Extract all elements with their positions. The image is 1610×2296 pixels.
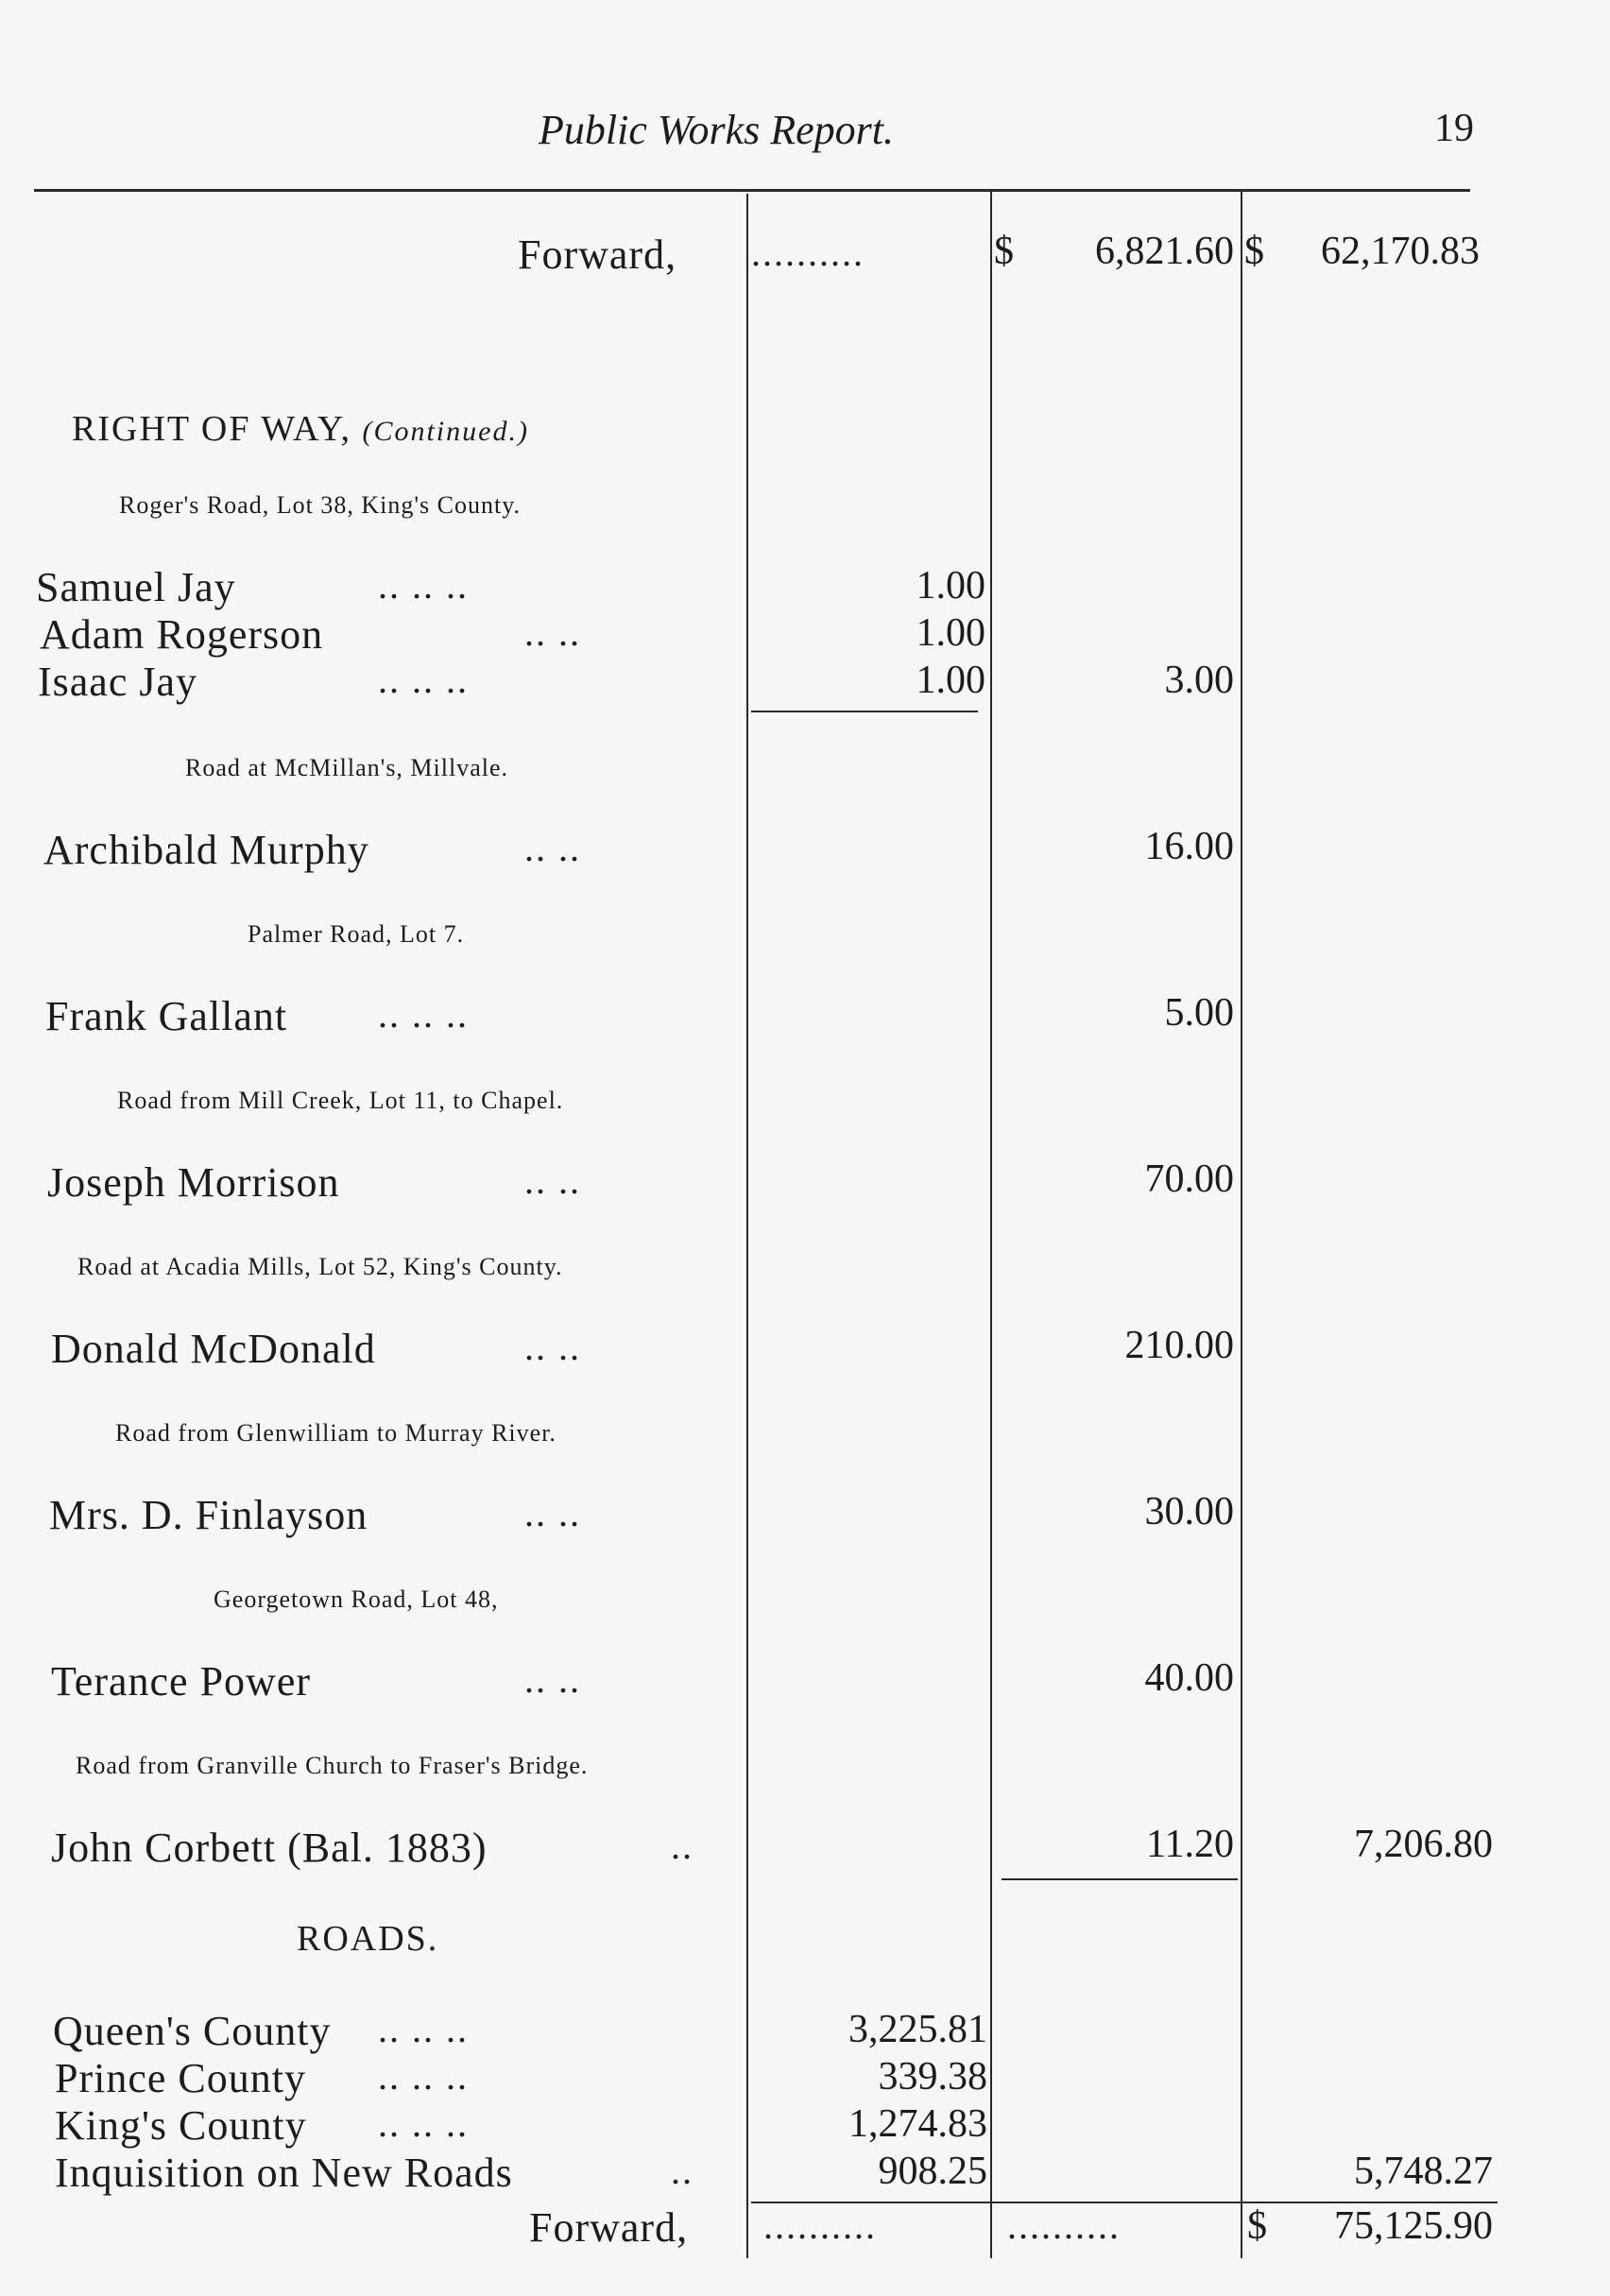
forward-amount-col3: 6,821.60	[1095, 230, 1234, 273]
entry-name: Joseph Morrison	[47, 1159, 340, 1206]
entry-name: Frank Gallant	[45, 993, 288, 1039]
subheading: Georgetown Road, Lot 48,	[214, 1585, 499, 1613]
row-name: Isaac Jay	[38, 659, 198, 705]
row-dots: .. .. ..	[378, 659, 469, 701]
forward-bottom-amount: 75,125.90	[1334, 2204, 1493, 2248]
page-header-title: Public Works Report.	[539, 107, 894, 153]
section-heading-right-of-way	[72, 408, 529, 450]
road-row-dots: .. .. ..	[378, 2055, 469, 2098]
entry-dots: .. ..	[524, 1658, 581, 1701]
entry-amount: 210.00	[1124, 1324, 1234, 1367]
entry-amount: 11.20	[1146, 1823, 1234, 1866]
column-rule-3	[1241, 189, 1242, 2258]
entry-amount: 30.00	[1144, 1490, 1234, 1534]
entry-dots: .. ..	[524, 1326, 581, 1368]
column-rule-1	[746, 194, 748, 2258]
row-dots: .. .. ..	[378, 564, 469, 607]
entry-dots: .. ..	[524, 1159, 581, 1202]
subheading: Palmer Road, Lot 7.	[248, 920, 465, 948]
road-row-amount: 339.38	[878, 2055, 987, 2099]
row-name: Samuel Jay	[36, 564, 236, 610]
entry-dots: .. .. ..	[378, 993, 469, 1036]
entry-dots: ..	[671, 1825, 694, 1867]
forward-amount-col4: 62,170.83	[1321, 230, 1480, 273]
column-rule-2	[990, 189, 992, 2258]
section-title: RIGHT OF WAY,	[72, 409, 351, 449]
road-row-dots: .. .. ..	[378, 2008, 469, 2050]
row-amount-col2: 1.00	[916, 611, 985, 655]
forward-dollar-col4: $	[1244, 230, 1264, 273]
road-row-amount: 908.25	[878, 2150, 987, 2193]
subheading: Road from Mill Creek, Lot 11, to Chapel.	[117, 1087, 564, 1114]
entry-name: Mrs. D. Finlayson	[49, 1492, 368, 1538]
subtotal-rule-col2	[751, 711, 978, 712]
entry-name: Terance Power	[51, 1658, 312, 1705]
roads-total: 5,748.27	[1354, 2150, 1493, 2193]
entry-name: John Corbett (Bal. 1883)	[51, 1825, 488, 1871]
forward-label-bottom: Forward,	[529, 2204, 689, 2251]
entry-name: Donald McDonald	[51, 1326, 376, 1372]
header-rule	[34, 189, 1470, 192]
row-name: Adam Rogerson	[40, 611, 324, 658]
entry-dots: .. ..	[524, 1492, 581, 1534]
subheading: Road from Glenwilliam to Murray River.	[115, 1419, 557, 1447]
forward-dots-top: ..........	[751, 231, 865, 274]
entry-amount: 40.00	[1144, 1656, 1234, 1700]
subheading-rogers-road: Roger's Road, Lot 38, King's County.	[119, 491, 522, 519]
subheading: Road at McMillan's, Millvale.	[185, 754, 509, 781]
entry-amount: 70.00	[1144, 1157, 1234, 1201]
row-amount-col2: 1.00	[916, 564, 985, 608]
section-heading-roads: ROADS.	[297, 1919, 439, 1959]
road-row-name: Inquisition on New Roads	[55, 2150, 513, 2196]
road-row-name: Prince County	[55, 2055, 306, 2101]
road-row-amount: 1,274.83	[848, 2102, 987, 2146]
road-row-dots: ..	[671, 2150, 694, 2192]
road-row-name: King's County	[55, 2102, 307, 2149]
entry-name: Archibald Murphy	[43, 827, 369, 873]
section-total: 7,206.80	[1354, 1823, 1493, 1866]
row-amount-col3: 3.00	[1164, 659, 1234, 702]
forward-label-top: Forward,	[518, 231, 677, 278]
page-number: 19	[1434, 107, 1474, 150]
entry-amount: 16.00	[1144, 825, 1234, 868]
section-continued: (Continued.)	[362, 416, 529, 447]
entry-dots: .. ..	[524, 827, 581, 869]
road-row-dots: .. .. ..	[378, 2102, 469, 2145]
forward-bottom-dollar: $	[1247, 2204, 1267, 2248]
road-row-name: Queen's County	[53, 2008, 332, 2054]
entry-amount: 5.00	[1164, 991, 1234, 1035]
road-row-amount: 3,225.81	[848, 2008, 987, 2051]
forward-dots-col3: ..........	[1007, 2204, 1121, 2247]
row-dots: .. ..	[524, 611, 581, 654]
subtotal-rule-col3	[1002, 1878, 1238, 1880]
subheading: Road at Acadia Mills, Lot 52, King's County.	[77, 1253, 563, 1280]
forward-dollar-col3: $	[994, 230, 1014, 273]
subheading: Road from Granville Church to Fraser's Bridge.	[76, 1752, 589, 1779]
row-amount-col2: 1.00	[916, 659, 985, 702]
forward-dots-col2: ..........	[763, 2204, 877, 2247]
